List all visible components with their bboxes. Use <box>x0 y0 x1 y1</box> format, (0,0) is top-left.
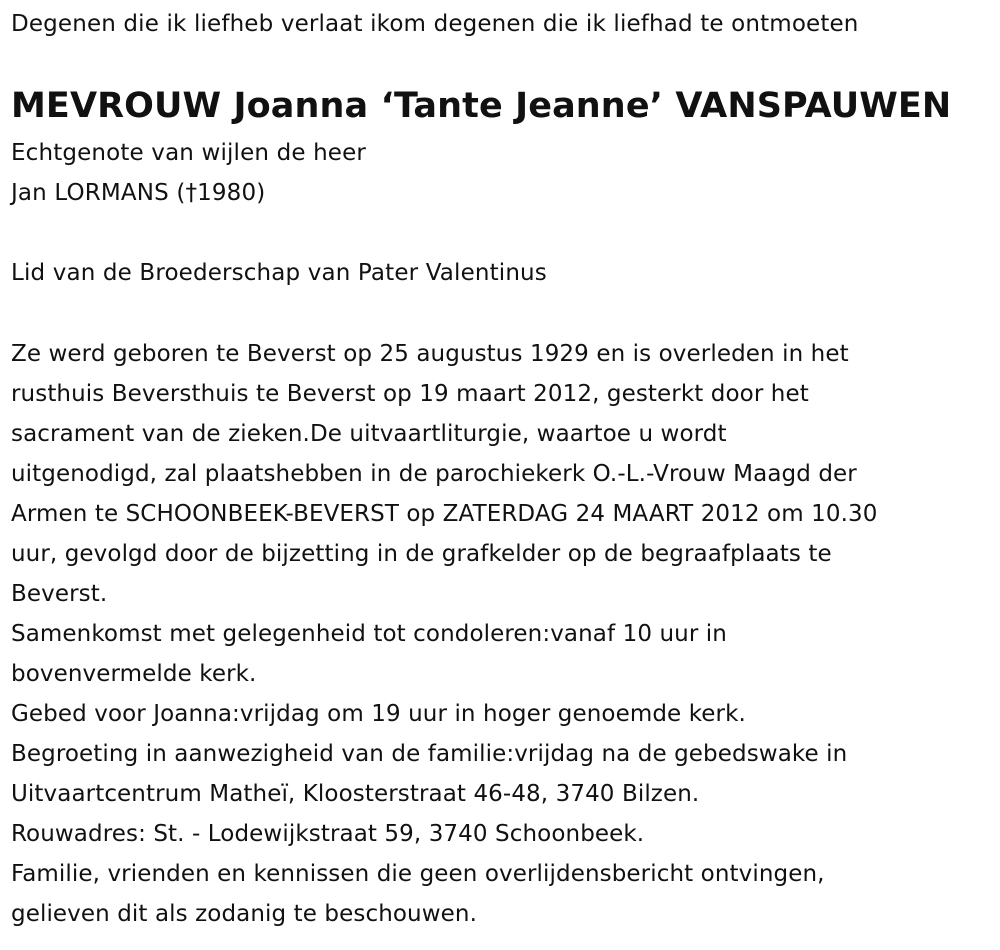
spouse-line-2: Jan LORMANS (†1980) <box>11 180 266 206</box>
body-line: sacrament van de zieken.De uitvaartliturgie, waartoe u wordt <box>11 421 727 447</box>
body-line: bovenvermelde kerk. <box>11 661 257 687</box>
body-line: Beverst. <box>11 581 108 607</box>
body-line: Gebed voor Joanna:vrijdag om 19 uur in hoger genoemde kerk. <box>11 701 746 727</box>
body-line: gelieven dit als zodanig te beschouwen. <box>11 901 477 927</box>
body-line: uitgenodigd, zal plaatshebben in de parochiekerk O.-L.-Vrouw Maagd der <box>11 461 857 487</box>
body-line: uur, gevolgd door de bijzetting in de grafkelder op de begraafplaats te <box>11 541 832 567</box>
body-line: Begroeting in aanwezigheid van de familie:vrijdag na de gebedswake in <box>11 741 848 767</box>
body-line: Armen te SCHOONBEEK-BEVERST op ZATERDAG 24 MAART 2012 om 10.30 <box>11 501 878 527</box>
body-line: rusthuis Beversthuis te Beverst op 19 maart 2012, gesterkt door het <box>11 381 809 407</box>
body-line: Uitvaartcentrum Matheï, Kloosterstraat 46-48, 3740 Bilzen. <box>11 781 700 807</box>
deceased-name: MEVROUW Joanna ‘Tante Jeanne’ VANSPAUWEN <box>11 86 952 126</box>
body-line: Ze werd geboren te Beverst op 25 augustus 1929 en is overleden in het <box>11 341 849 367</box>
motto: Degenen die ik liefheb verlaat ikom degenen die ik liefhad te ontmoeten <box>11 11 859 37</box>
membership: Lid van de Broederschap van Pater Valentinus <box>11 260 547 286</box>
body-line: Rouwadres: St. - Lodewijkstraat 59, 3740 Schoonbeek. <box>11 821 645 847</box>
body-text <box>11 334 877 934</box>
body-line: Familie, vrienden en kennissen die geen overlijdensbericht ontvingen, <box>11 861 825 887</box>
spouse-line-1: Echtgenote van wijlen de heer <box>11 140 367 166</box>
body-line: Samenkomst met gelegenheid tot condoleren:vanaf 10 uur in <box>11 621 727 647</box>
